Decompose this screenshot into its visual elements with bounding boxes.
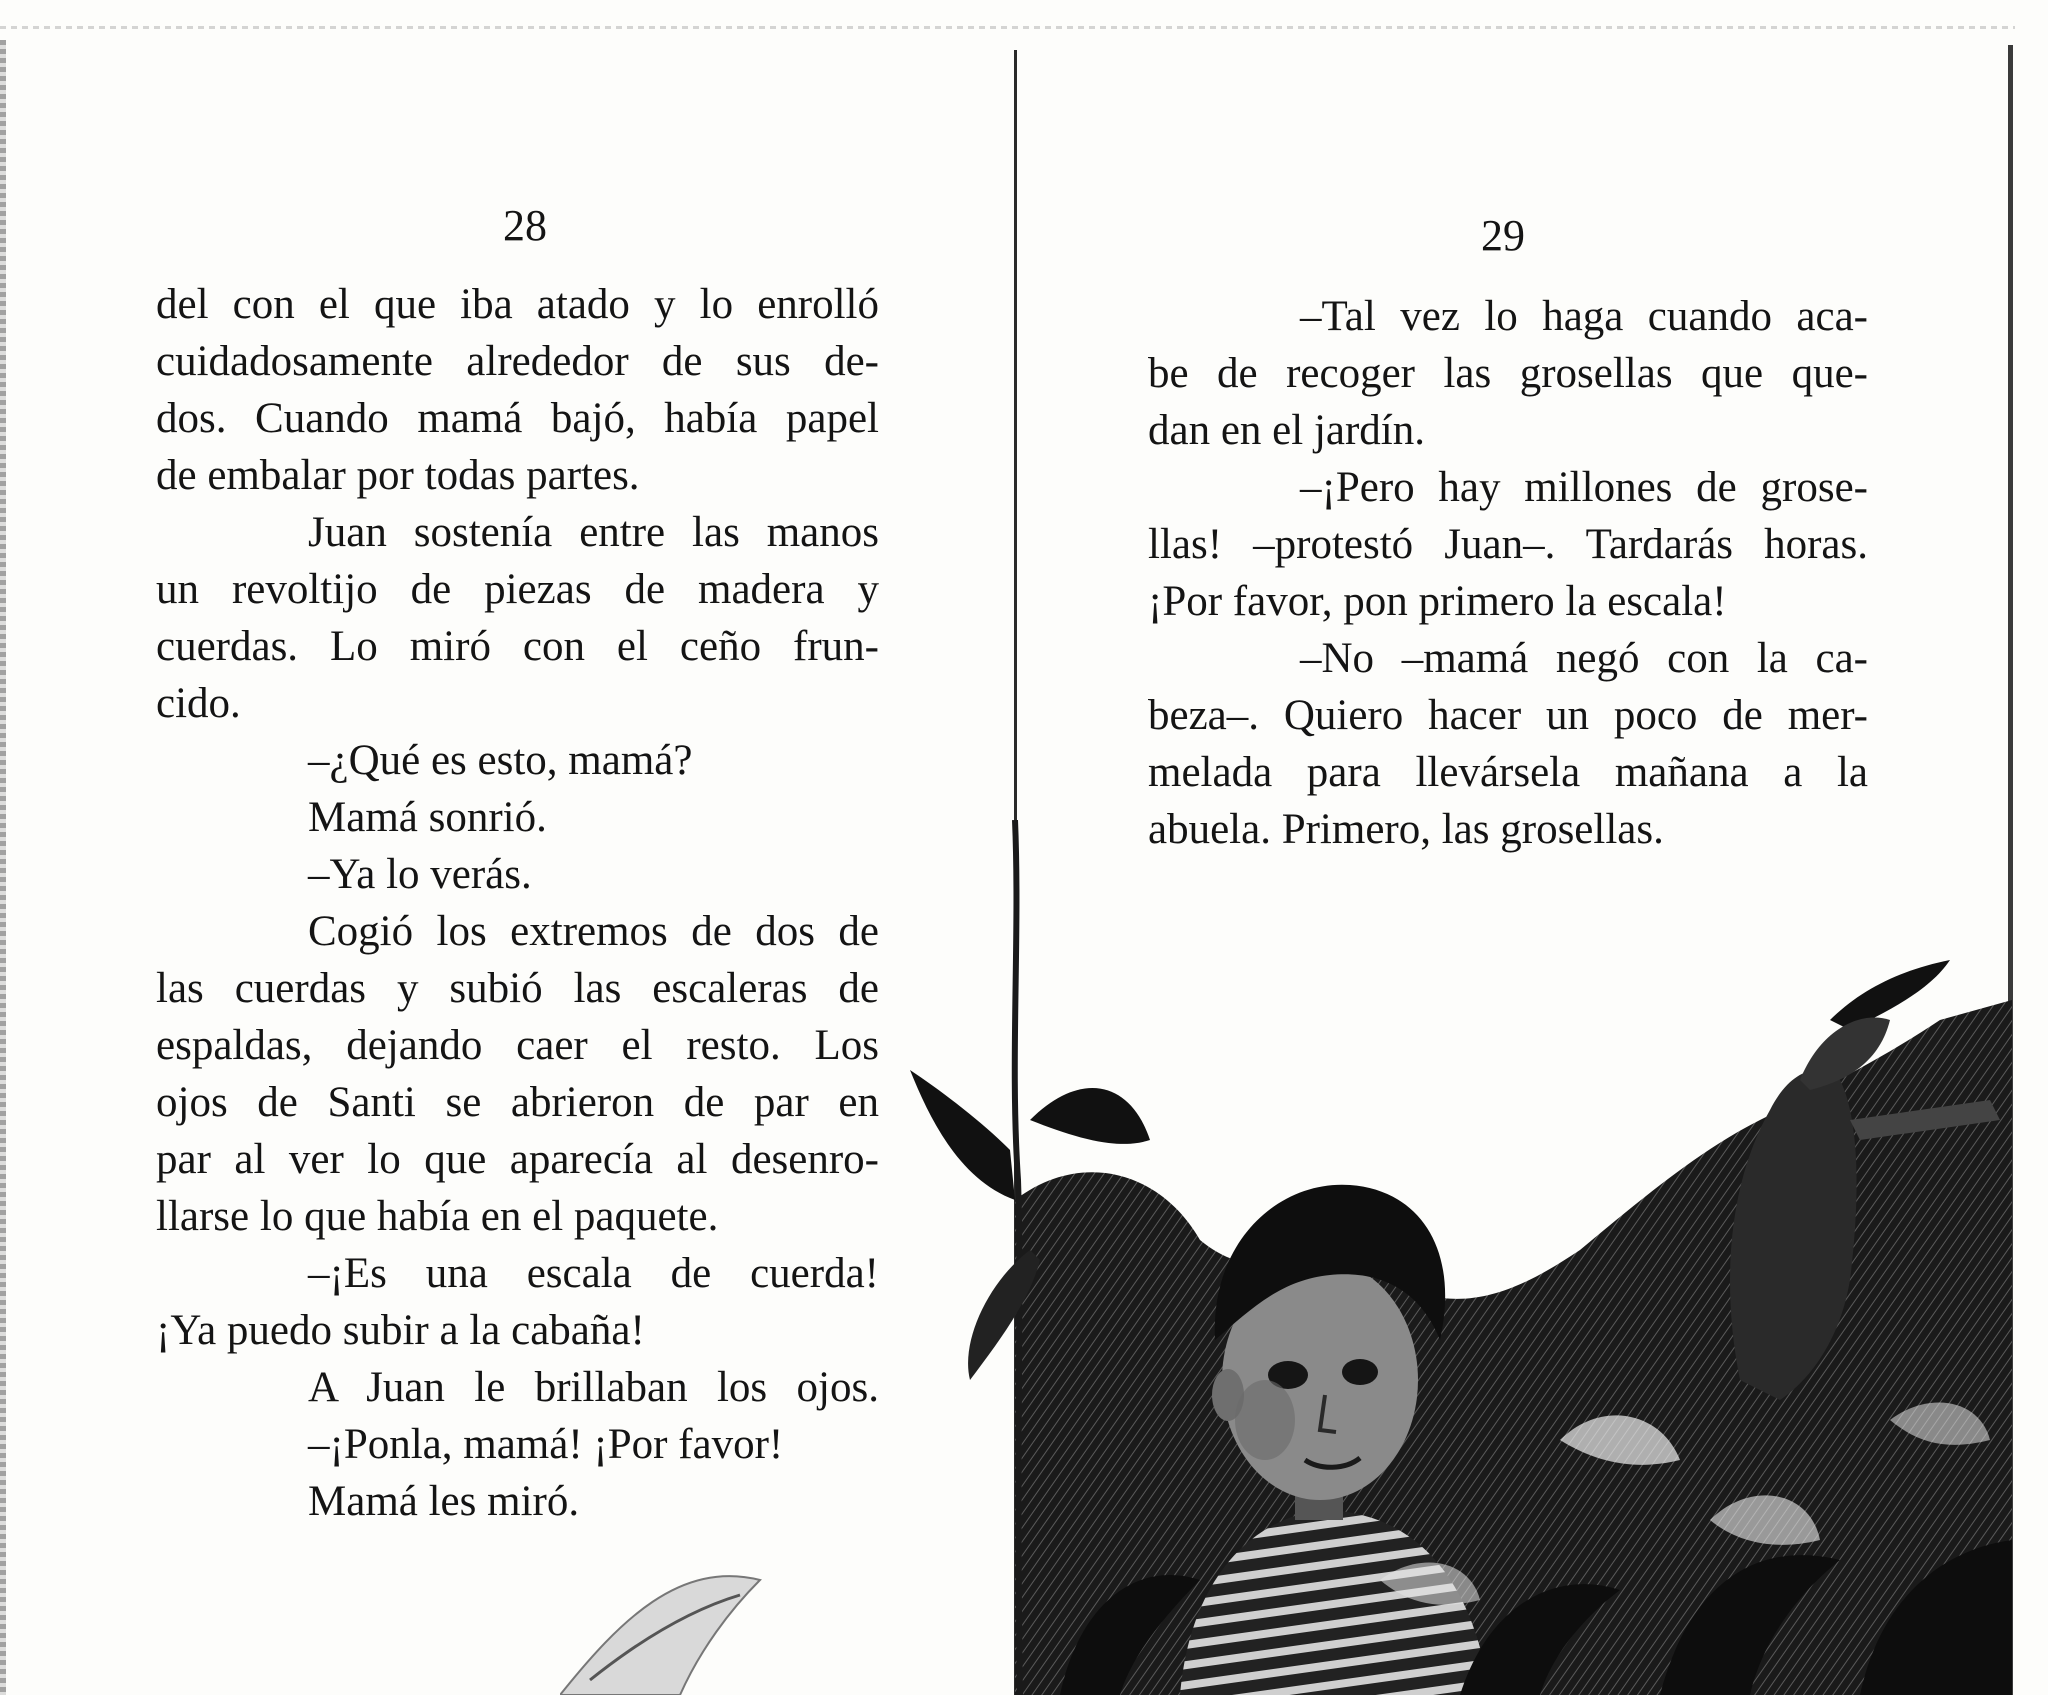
text-line: Mamá les miró. <box>308 1478 580 1525</box>
text-line: –No –mamá negó con la ca- <box>1300 635 1868 682</box>
text-line: cuidadosamente alrededor de sus de- <box>156 338 879 385</box>
text-line: A Juan le brillaban los ojos. <box>308 1364 879 1411</box>
text-line: cido. <box>156 680 241 727</box>
text-line: abuela. Primero, las grosellas. <box>1148 806 1664 853</box>
text-line: par al ver lo que aparecía al desenro- <box>156 1136 879 1183</box>
text-line: Juan sostenía entre las manos <box>308 509 879 556</box>
text-line: ojos de Santi se abrieron de par en <box>156 1079 879 1126</box>
text-line: de embalar por todas partes. <box>156 452 640 499</box>
text-line: –¡Pero hay millones de grose- <box>1300 464 1868 511</box>
text-line: beza–. Quiero hacer un poco de mer- <box>1148 692 1868 739</box>
scan-left-edge <box>0 40 6 1695</box>
text-line: del con el que iba atado y lo enrolló <box>156 281 879 328</box>
text-line: –¡Ponla, mamá! ¡Por favor! <box>308 1421 784 1468</box>
page-number-right: 29 <box>1481 211 1525 260</box>
text-line: be de recoger las grosellas que que- <box>1148 350 1868 397</box>
text-line: ¡Por favor, pon primero la escala! <box>1148 578 1727 625</box>
right-page-text <box>1148 288 1868 858</box>
leaf-left-icon <box>560 1576 760 1695</box>
text-line: –¿Qué es esto, mamá? <box>308 737 693 784</box>
text-line: ¡Ya puedo subir a la cabaña! <box>156 1307 645 1354</box>
text-line: espaldas, dejando caer el resto. Los <box>156 1022 879 1069</box>
scan-top-edge <box>0 26 2015 29</box>
text-line: Cogió los extremos de dos de <box>308 908 879 955</box>
text-line: llarse lo que había en el paquete. <box>156 1193 719 1240</box>
text-line: Mamá sonrió. <box>308 794 547 841</box>
text-line: –Ya lo verás. <box>308 851 532 898</box>
text-line: dan en el jardín. <box>1148 407 1426 454</box>
text-line: dos. Cuando mamá bajó, había papel <box>156 395 879 442</box>
text-line: –¡Es una escala de cuerda! <box>308 1250 879 1297</box>
text-line: –Tal vez lo haga cuando aca- <box>1300 293 1868 340</box>
text-line: llas! –protestó Juan–. Tardarás horas. <box>1148 521 1868 568</box>
text-line: cuerdas. Lo miró con el ceño frun- <box>156 623 879 670</box>
text-line: un revoltijo de piezas de madera y <box>156 566 879 613</box>
text-line: las cuerdas y subió las escaleras de <box>156 965 879 1012</box>
text-line: melada para llevársela mañana a la <box>1148 749 1868 796</box>
page-number-left: 28 <box>503 201 547 250</box>
left-page-text <box>156 276 879 1530</box>
